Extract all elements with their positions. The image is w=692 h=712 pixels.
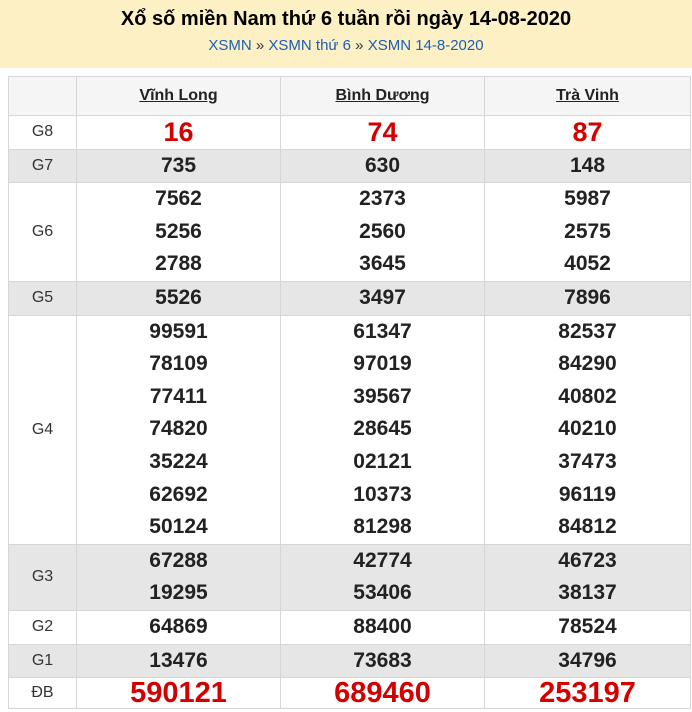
province-link[interactable]: Trà Vinh	[556, 87, 619, 104]
prize-number: 4052	[564, 252, 611, 276]
prize-number: 50124	[149, 515, 208, 539]
corner-cell	[9, 77, 77, 116]
prize-row-g1	[9, 644, 691, 678]
prize-cell-binh-duong	[281, 149, 485, 183]
prize-cell-binh-duong	[281, 544, 485, 610]
prize-number: 74	[367, 117, 398, 147]
prize-label: G6	[9, 183, 77, 282]
prize-cell-tra-vinh	[485, 149, 691, 183]
prize-row-g4	[9, 315, 691, 544]
breadcrumb-separator: »	[255, 37, 265, 54]
prize-number: 87	[572, 117, 603, 147]
prize-cell-tra-vinh	[485, 315, 691, 544]
prize-cell-tra-vinh	[485, 644, 691, 678]
prize-number: 67288	[149, 548, 208, 572]
prize-cell-binh-duong	[281, 315, 485, 544]
prize-number: 13476	[149, 648, 208, 672]
prize-number: 78524	[558, 614, 617, 638]
prize-number: 2560	[359, 219, 406, 243]
prize-number: 97019	[353, 352, 412, 376]
prize-cell-tra-vinh	[485, 183, 691, 282]
prize-number: 5987	[564, 187, 611, 211]
prize-number: 37473	[558, 449, 617, 473]
prize-row-g6	[9, 183, 691, 282]
prize-number: 7562	[155, 187, 202, 211]
prize-label: G3	[9, 544, 77, 610]
prize-label: G8	[9, 116, 77, 150]
prize-label: ĐB	[9, 678, 77, 709]
breadcrumb-link-xsmn-thu-6[interactable]: XSMN thứ 6	[268, 37, 351, 54]
breadcrumb-link-xsmn-date[interactable]: XSMN 14-8-2020	[367, 37, 484, 54]
prize-number: 96119	[558, 482, 617, 506]
prize-number: 88400	[353, 614, 412, 638]
prize-number: 78109	[149, 352, 208, 376]
prize-number: 5256	[155, 219, 202, 243]
breadcrumb-link-xsmn[interactable]: XSMN	[208, 37, 252, 54]
prize-cell-binh-duong	[281, 610, 485, 644]
prize-number: 84290	[558, 352, 617, 376]
prize-number: 148	[569, 153, 606, 177]
prize-number: 630	[364, 153, 401, 177]
prize-cell-binh-duong	[281, 116, 485, 150]
province-header-tra-vinh[interactable]	[485, 77, 691, 116]
prize-number: 10373	[353, 482, 412, 506]
prize-number: 39567	[353, 384, 412, 408]
prize-cell-binh-duong	[281, 281, 485, 315]
prize-number: 77411	[149, 384, 208, 408]
province-link[interactable]: Bình Dương	[335, 87, 430, 104]
prize-cell-vinh-long	[77, 644, 281, 678]
prize-cell-binh-duong	[281, 678, 485, 709]
prize-number: 253197	[539, 677, 636, 710]
prize-number: 99591	[149, 319, 208, 343]
prize-row-g8	[9, 116, 691, 150]
prize-number: 7896	[564, 285, 611, 309]
prize-number: 62692	[149, 482, 208, 506]
page-header	[0, 0, 692, 68]
prize-cell-tra-vinh	[485, 678, 691, 709]
prize-cell-vinh-long	[77, 315, 281, 544]
prize-table-body	[9, 116, 691, 709]
province-header-binh-duong[interactable]	[281, 77, 485, 116]
prize-cell-vinh-long	[77, 610, 281, 644]
prize-cell-vinh-long	[77, 678, 281, 709]
prize-number: 590121	[130, 677, 227, 710]
prize-cell-tra-vinh	[485, 116, 691, 150]
results-table	[8, 76, 691, 709]
prize-number: 73683	[353, 648, 412, 672]
prize-number: 3497	[359, 285, 406, 309]
prize-number: 64869	[149, 614, 208, 638]
prize-cell-vinh-long	[77, 183, 281, 282]
province-link[interactable]: Vĩnh Long	[139, 87, 218, 104]
prize-row-g3	[9, 544, 691, 610]
prize-number: 19295	[149, 581, 208, 605]
prize-number: 46723	[558, 548, 617, 572]
prize-cell-vinh-long	[77, 116, 281, 150]
prize-label: G5	[9, 281, 77, 315]
prize-number: 34796	[558, 648, 617, 672]
prize-number: 42774	[353, 548, 412, 572]
prize-number: 74820	[149, 417, 208, 441]
prize-number: 38137	[558, 581, 617, 605]
prize-number: 689460	[334, 677, 431, 710]
prize-number: 53406	[353, 581, 412, 605]
prize-number: 16	[163, 117, 194, 147]
prize-number: 5526	[155, 285, 202, 309]
prize-number: 2788	[155, 252, 202, 276]
prize-cell-tra-vinh	[485, 281, 691, 315]
prize-number: 82537	[558, 319, 617, 343]
prize-row-g7	[9, 149, 691, 183]
prize-number: 735	[160, 153, 197, 177]
prize-row-db	[9, 678, 691, 709]
prize-row-g5	[9, 281, 691, 315]
prize-label: G1	[9, 644, 77, 678]
prize-label: G7	[9, 149, 77, 183]
prize-number: 02121	[353, 449, 412, 473]
prize-cell-tra-vinh	[485, 610, 691, 644]
prize-row-g2	[9, 610, 691, 644]
prize-label: G4	[9, 315, 77, 544]
prize-cell-vinh-long	[77, 149, 281, 183]
prize-cell-vinh-long	[77, 544, 281, 610]
prize-label: G2	[9, 610, 77, 644]
prize-number: 40210	[558, 417, 617, 441]
prize-number: 3645	[359, 252, 406, 276]
province-header-vinh-long[interactable]	[77, 77, 281, 116]
prize-cell-binh-duong	[281, 644, 485, 678]
prize-number: 40802	[558, 384, 617, 408]
prize-number: 35224	[149, 449, 208, 473]
table-header-row	[9, 77, 691, 116]
prize-cell-tra-vinh	[485, 544, 691, 610]
prize-number: 2373	[359, 187, 406, 211]
page-title: Xổ số miền Nam thứ 6 tuần rồi ngày 14-08-2020	[120, 8, 572, 30]
prize-number: 81298	[353, 515, 412, 539]
prize-number: 28645	[353, 417, 412, 441]
prize-cell-binh-duong	[281, 183, 485, 282]
breadcrumb-separator: »	[355, 37, 364, 54]
prize-number: 61347	[353, 319, 412, 343]
breadcrumb	[0, 37, 692, 54]
prize-cell-vinh-long	[77, 281, 281, 315]
prize-number: 84812	[558, 515, 617, 539]
prize-number: 2575	[564, 219, 611, 243]
